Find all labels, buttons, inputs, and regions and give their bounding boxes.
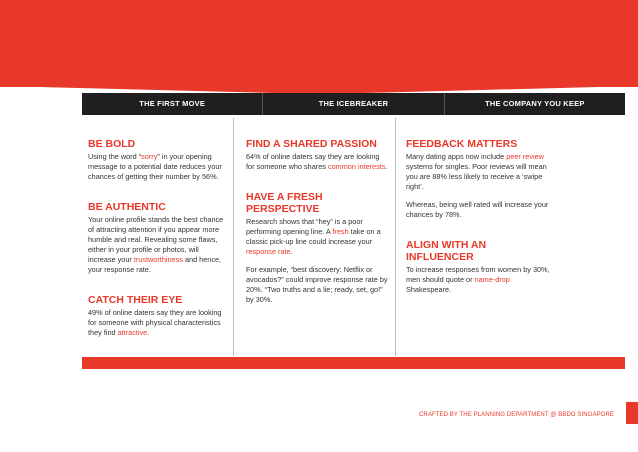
corner-tab <box>626 402 638 424</box>
section-title-be-authentic: BE AUTHENTIC <box>88 201 166 213</box>
column-first-move <box>82 118 234 356</box>
header-icebreaker: THE ICEBREAKER <box>263 93 444 115</box>
section-text-fresh-perspective: Research shows that “hey” is a poor performing opening line. A fresh take on a classic pick-up line could increase your response rate. <box>246 217 381 256</box>
highlight-name-drop: name-drop <box>474 275 510 284</box>
section-text-feedback-matters-2: Whereas, being well rated will increase your chances by 78%. <box>406 200 549 219</box>
highlight-attractive: attractive <box>117 328 148 337</box>
bottom-red-band <box>82 357 625 369</box>
footer-credit: CRAFTED BY THE PLANNING DEPARTMENT @ BBDO SINGAPORE <box>418 412 614 418</box>
column-header-bar <box>82 93 625 115</box>
top-red-band <box>0 0 638 87</box>
section-text-fresh-perspective-example: For example, “best discovery: Netflix or avocados?” could improve response rate by 20%. “Two truths and a lie; ready, set, go!” by 30%. <box>246 265 388 304</box>
section-text-shared-passion: 64% of online daters say they are looking for someone who shares common interests. <box>246 152 388 171</box>
section-text-be-authentic: Your online profile stands the best chance of attracting attention if you appear more humble and real. Revealing some flaws, either in your profile or photos, will increase your trustworthiness and hence, your response rate. <box>88 215 224 274</box>
header-company-you-keep: THE COMPANY YOU KEEP <box>485 99 585 108</box>
section-title-feedback-matters: FEEDBACK MATTERS <box>406 138 518 150</box>
column-icebreaker <box>240 118 396 356</box>
section-title-shared-passion: FIND A SHARED PASSION <box>246 138 377 150</box>
section-title-fresh-perspective: HAVE A FRESH PERSPECTIVE <box>246 191 323 215</box>
section-text-align-influencer: To increase responses from women by 30%, men should quote or name-drop Shakespeare. <box>406 265 550 294</box>
section-title-align-influencer: ALIGN WITH AN INFLUENCER <box>406 239 487 263</box>
highlight-response-rate: response rate <box>246 247 291 256</box>
highlight-sorry: sorry <box>141 152 158 161</box>
column-company-you-keep <box>400 118 560 356</box>
section-text-catch-their-eye: 49% of online daters say they are looking for someone with physical characteristics they find attractive. <box>88 308 222 337</box>
highlight-fresh: fresh <box>332 227 349 236</box>
section-title-catch-their-eye: CATCH THEIR EYE <box>88 294 183 306</box>
highlight-trustworthiness: trustworthiness <box>133 255 183 264</box>
highlight-peer-review: peer review <box>506 152 544 161</box>
section-text-be-bold: Using the word “sorry” in your opening message to a potential date reduces your chances of getting their number by 56%. <box>88 152 222 181</box>
highlight-common-interests: common interests <box>327 162 386 171</box>
header-first-move: THE FIRST MOVE <box>82 93 263 115</box>
section-title-be-bold: BE BOLD <box>88 138 136 150</box>
section-text-feedback-matters: Many dating apps now include peer review systems for singles. Poor reviews will mean you are 88% less likely to receive a ‘swipe right’. <box>406 152 547 191</box>
